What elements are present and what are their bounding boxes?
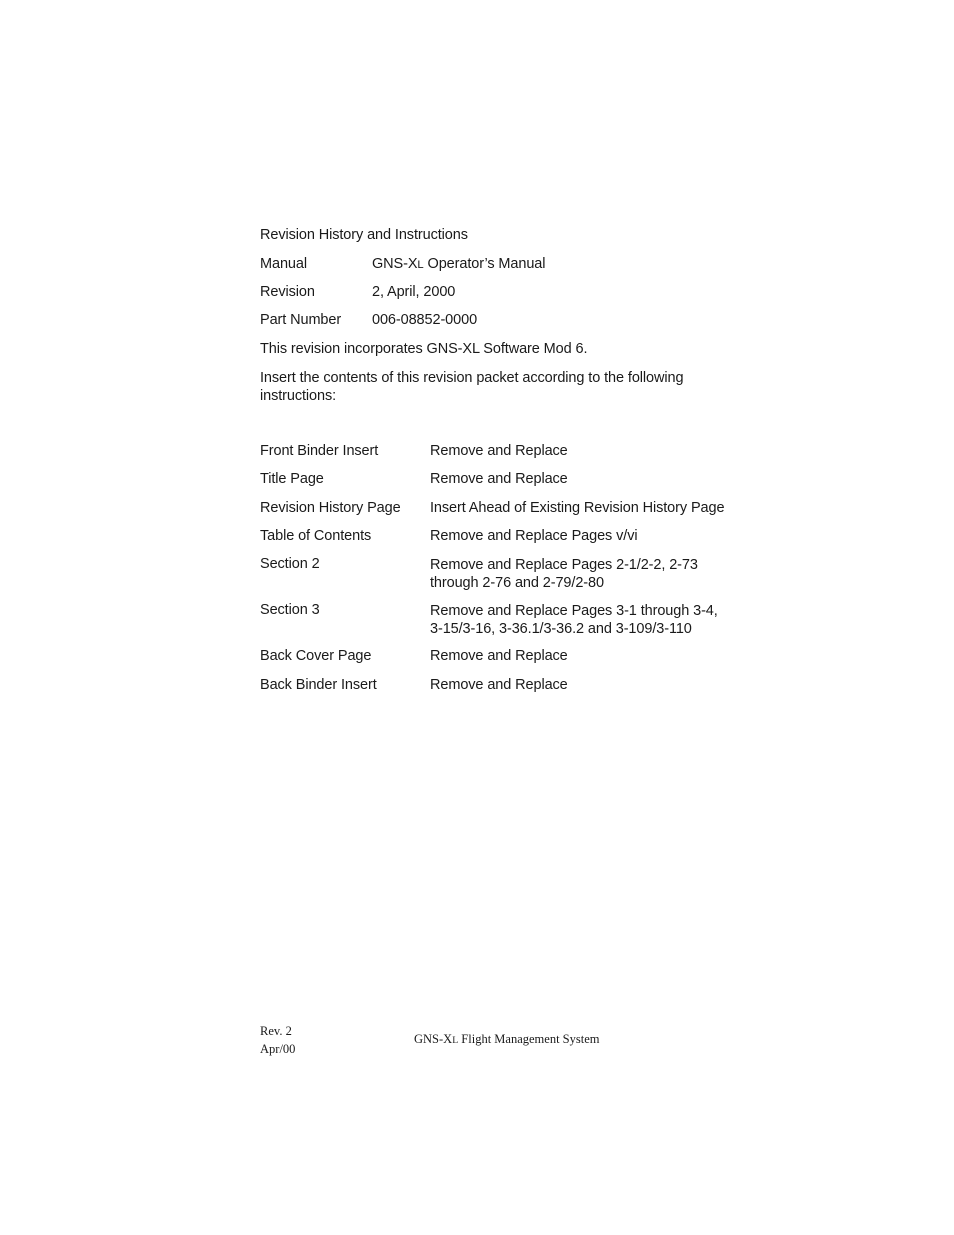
instruction-action: Remove and Replace Pages 3-1 through 3-4, 3-15/3-16, 3-36.1/3-36.2 and 3-109/3-110 — [430, 603, 718, 637]
info-value: GNS-XL Operator’s Manual — [372, 256, 546, 272]
info-value: 006-08852-0000 — [372, 312, 478, 328]
instruction-item: Table of Contents — [260, 528, 372, 544]
instruction-action: Remove and Replace — [430, 471, 568, 487]
insert-paragraph: Insert the contents of this revision packet according to the following instructions: — [260, 370, 684, 404]
instruction-item: Revision History Page — [260, 500, 401, 516]
instruction-action: Insert Ahead of Existing Revision History Page — [430, 500, 725, 516]
instruction-item: Front Binder Insert — [260, 443, 379, 459]
info-label: Manual — [260, 256, 307, 272]
footer-revision: Rev. 2 Apr/00 — [260, 1024, 296, 1056]
instruction-item: Back Binder Insert — [260, 677, 377, 693]
instruction-action: Remove and Replace — [430, 677, 568, 693]
footer-title: GNS-XL Flight Management System — [414, 1032, 600, 1046]
instruction-action: Remove and Replace Pages v/vi — [430, 528, 638, 544]
instruction-item: Back Cover Page — [260, 648, 372, 664]
info-label: Revision — [260, 284, 315, 300]
instruction-item: Section 3 — [260, 602, 320, 618]
instruction-action: Remove and Replace — [430, 443, 568, 459]
instruction-action: Remove and Replace Pages 2-1/2-2, 2-73 through 2-76 and 2-79/2-80 — [430, 557, 698, 591]
instruction-action: Remove and Replace — [430, 648, 568, 664]
page-title: Revision History and Instructions — [260, 227, 468, 243]
info-label: Part Number — [260, 312, 342, 328]
info-value: 2, April, 2000 — [372, 284, 456, 300]
incorporates-paragraph: This revision incorporates GNS-XL Software Mod 6. — [260, 341, 588, 357]
instruction-item: Title Page — [260, 471, 324, 487]
instruction-item: Section 2 — [260, 556, 320, 572]
